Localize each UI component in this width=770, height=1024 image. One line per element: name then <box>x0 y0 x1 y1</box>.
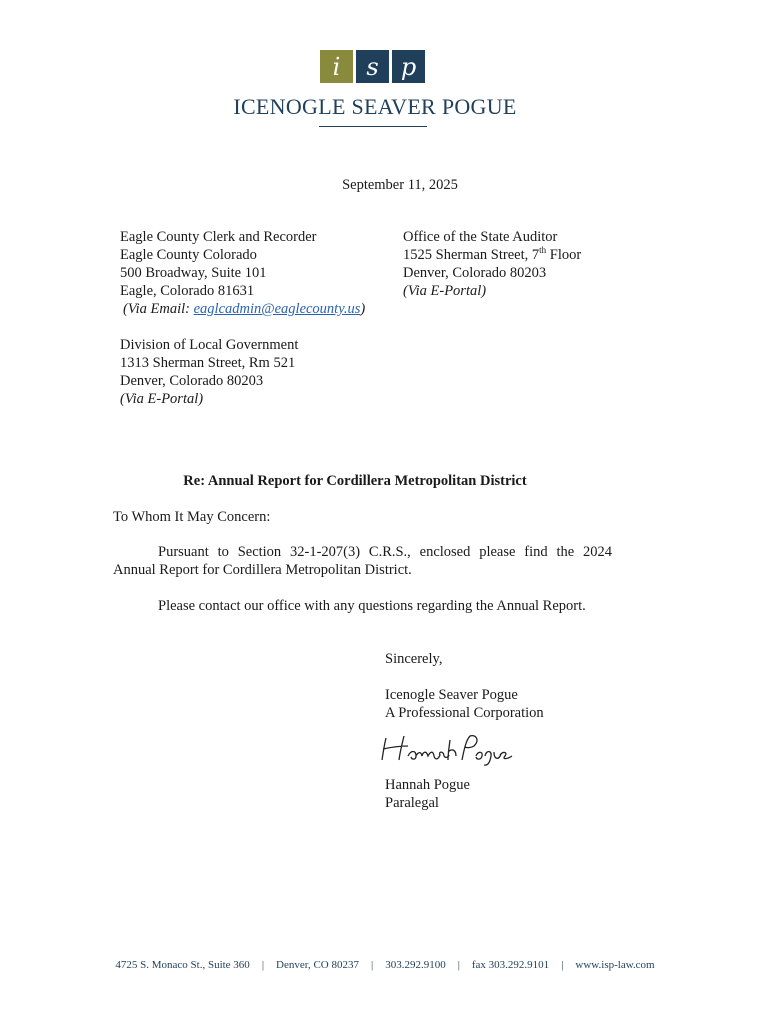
recipient-line: Denver, Colorado 80203 <box>403 265 547 281</box>
body-paragraph-2: Please contact our office with any questions regarding the Annual Report. <box>158 598 586 614</box>
recipient-line: Division of Local Government <box>120 337 299 353</box>
paragraph-line: Pursuant to Section 32-1-207(3) C.R.S., enclosed please find the 2024 <box>158 544 612 560</box>
firm-signature-name: Icenogle Seaver Pogue <box>385 687 518 703</box>
recipient-line: 500 Broadway, Suite 101 <box>120 265 267 281</box>
via-suffix: ) <box>360 301 366 317</box>
signer-block <box>385 776 470 812</box>
footer-separator: | <box>561 959 564 971</box>
letterhead-divider <box>319 126 427 127</box>
paragraph-line: Annual Report for Cordillera Metropolitan District. <box>113 562 412 578</box>
logo-tile-i: i <box>320 50 353 83</box>
via-prefix: (Via Email: <box>123 301 194 317</box>
recipient-line: Office of the State Auditor <box>403 229 558 245</box>
closing: Sincerely, <box>385 651 443 667</box>
handwritten-signature <box>378 730 528 771</box>
footer-website[interactable]: www.isp-law.com <box>575 959 655 971</box>
footer-separator: | <box>370 959 374 971</box>
firm-name: ICENOGLE SEAVER POGUE <box>233 94 517 119</box>
delivery-method: (Via E-Portal) <box>120 391 204 407</box>
firm-logo <box>320 50 425 83</box>
logo-tile-p: p <box>392 50 425 83</box>
recipient-line: Eagle County Colorado <box>120 247 257 263</box>
salutation: To Whom It May Concern: <box>113 509 271 525</box>
letterhead-footer <box>0 959 770 971</box>
recipient-state-auditor <box>403 228 581 300</box>
street-text: 1525 Sherman Street, 7 <box>403 247 540 263</box>
floor-text: Floor <box>546 247 582 263</box>
footer-phone: 303.292.9100 <box>385 959 446 971</box>
footer-fax: fax 303.292.9101 <box>471 959 550 971</box>
body-paragraph-1 <box>113 543 612 579</box>
footer-city: Denver, CO 80237 <box>276 959 359 971</box>
footer-address: 4725 S. Monaco St., Suite 360 <box>115 959 250 971</box>
recipient-local-government <box>120 336 298 408</box>
recipient-line: Denver, Colorado 80203 <box>120 373 264 389</box>
letter-date: September 11, 2025 <box>342 177 458 193</box>
recipient-line <box>403 246 581 264</box>
email-link[interactable]: eaglcadmin@eaglecounty.us <box>193 301 361 317</box>
signer-name: Hannah Pogue <box>385 777 470 793</box>
footer-separator: | <box>457 959 460 971</box>
delivery-method <box>123 300 365 318</box>
logo-tile-s: s <box>356 50 389 83</box>
recipient-line: Eagle County Clerk and Recorder <box>120 229 317 245</box>
recipient-clerk <box>120 228 365 318</box>
subject-line: Re: Annual Report for Cordillera Metropolitan District <box>183 473 527 489</box>
signer-title: Paralegal <box>385 795 439 811</box>
ordinal-suffix: th <box>539 245 547 256</box>
firm-signature-type: A Professional Corporation <box>385 705 544 721</box>
recipient-line: 1313 Sherman Street, Rm 521 <box>120 355 296 371</box>
firm-signature-block <box>385 686 544 722</box>
delivery-method: (Via E-Portal) <box>403 283 487 299</box>
recipient-line: Eagle, Colorado 81631 <box>120 283 255 299</box>
footer-separator: | <box>261 959 265 971</box>
signature-graphic <box>378 730 528 766</box>
